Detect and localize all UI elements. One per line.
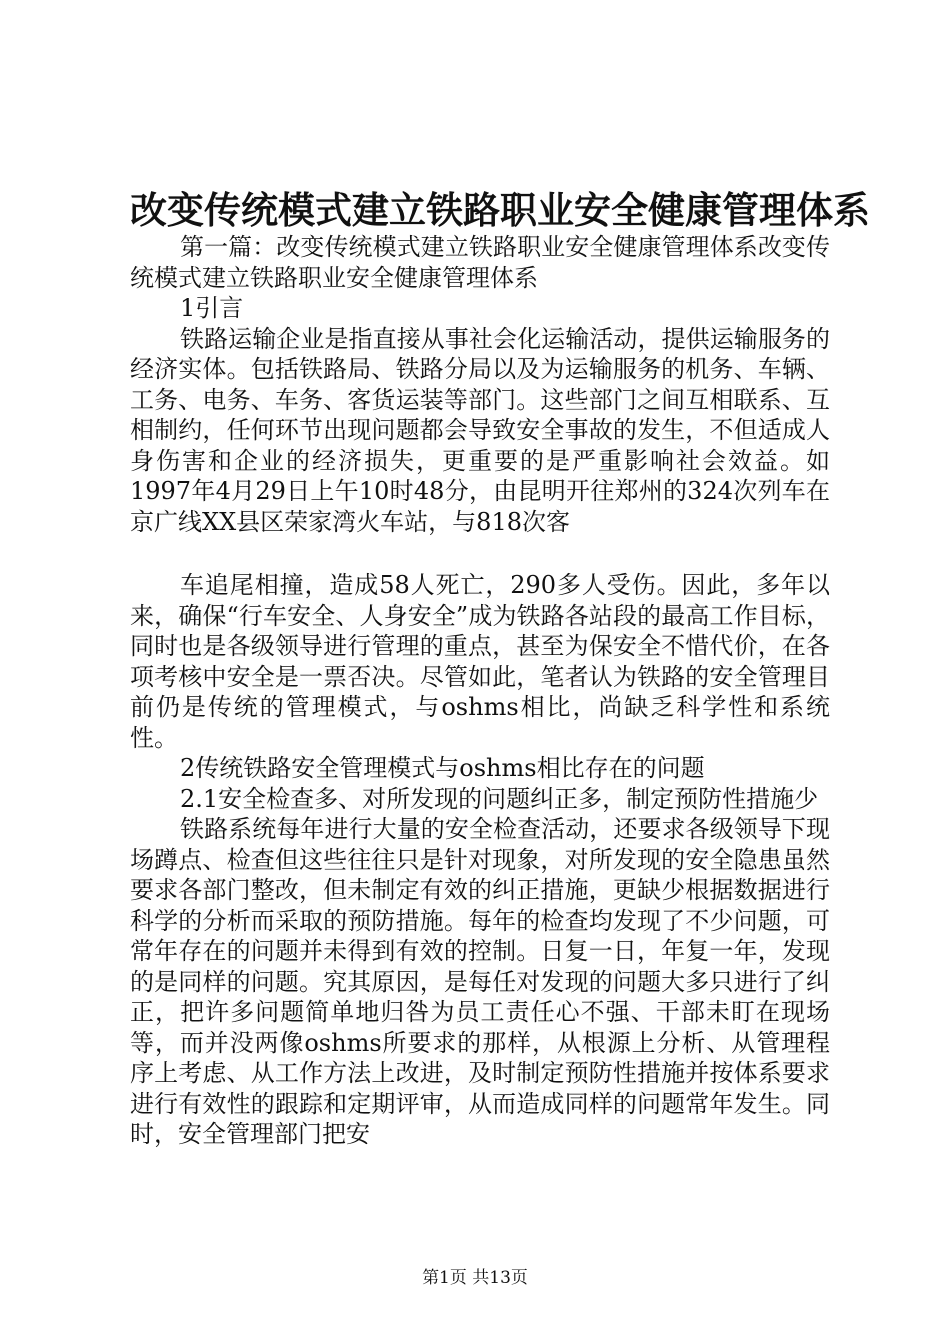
document-title: 改变传统模式建立铁路职业安全健康管理体系 (130, 188, 870, 232)
section-heading: 2传统铁路安全管理模式与oshms相比存在的问题 (180, 754, 705, 782)
page-number-footer: 第1页 共13页 (422, 1268, 528, 1288)
paragraph: 铁路运输企业是指直接从事社会化运输活动，提供运输服务的经济实体。包括铁路局、铁路分局以及为运输服务的机务、车辆、工务、电务、车务、客货运装等部门。这些部门之间互相联系、互相制约，任何环节出现问题都会导致安全事故的发生，不但适成人身伤害和企业的经济损失，更重要的是严重影响社会效益。如1997年4月29日上午10时48分，由昆明开往郑州的324次列车在京广线XX县区荣家湾火车站，与818次客 (130, 324, 830, 536)
text-block-first (130, 232, 830, 537)
section-heading: 1引言 (180, 294, 244, 322)
paragraph: 第一篇：改变传统模式建立铁路职业安全健康管理体系改变传统模式建立铁路职业安全健康管理体系 (130, 233, 830, 292)
text-block-second (130, 570, 830, 1150)
paragraph: 车追尾相撞，造成58人死亡，290多人受伤。因此，多年以来，确保“行车安全、人身安全”成为铁路各站段的最高工作目标，同时也是各级领导进行管理的重点，甚至为保安全不惜代价，在各项考核中安全是一票否决。尽管如此，笔者认为铁路的安全管理目前仍是传统的管理模式，与oshms相比，尚缺乏科学性和系统性。 (130, 571, 830, 752)
paragraph: 铁路系统每年进行大量的安全检查活动，还要求各级领导下现场蹲点、检查但这些往往只是针对现象，对所发现的安全隐患虽然要求各部门整改，但未制定有效的纠正措施，更缺少根据数据进行科学的分析而采取的预防措施。每年的检查均发现了不少问题，可常年存在的问题并未得到有效的控制。日复一日，年复一年，发现的是同样的问题。究其原因，是每任对发现的问题大多只进行了纠正，把许多问题简单地归咎为员工责任心不强、干部未盯在现场等，而并没两像oshms所要求的那样，从根源上分析、从管理程序上考虑、从工作方法上改进，及时制定预防性措施并按体系要求进行有效性的跟踪和定期评审，从而造成同样的问题常年发生。同时，安全管理部门把安 (130, 815, 830, 1148)
subsection-heading: 2.1安全检查多、对所发现的问题纠正多，制定预防性措施少 (180, 784, 819, 813)
